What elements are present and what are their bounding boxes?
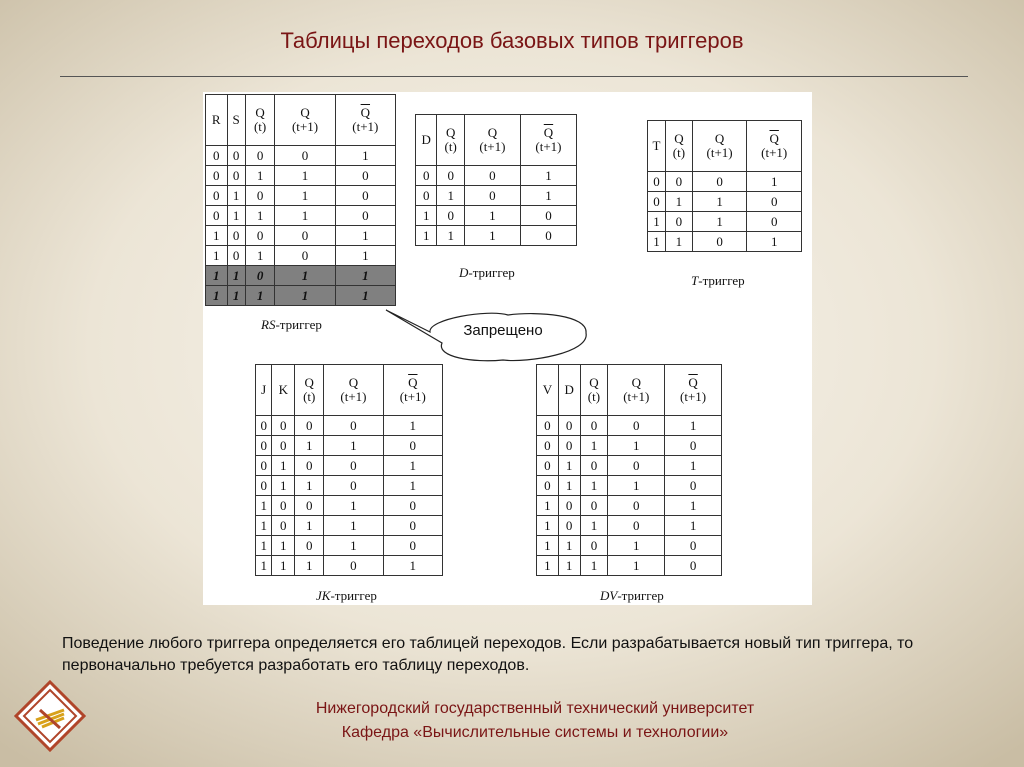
rs-header-3: Q (t+1) — [275, 95, 335, 146]
dv-cell: 0 — [558, 496, 580, 516]
dv-cell: 0 — [665, 476, 722, 496]
t-trigger-table — [647, 120, 802, 252]
d-cell: 1 — [520, 166, 576, 186]
dv-cell: 1 — [537, 496, 559, 516]
rs-header-1: S — [227, 95, 245, 146]
dv-trigger-caption: DV-триггер — [600, 588, 664, 603]
rs-cell: 0 — [227, 166, 245, 186]
footer-department: Кафедра «Вычислительные системы и технологии» — [341, 724, 729, 741]
rs-cell: 0 — [227, 146, 245, 166]
jk-header-3: Q (t+1) — [324, 365, 383, 416]
jk-cell: 1 — [256, 496, 272, 516]
rs-cell: 1 — [335, 286, 395, 306]
dv-cell: 1 — [665, 496, 722, 516]
d-cell: 0 — [464, 166, 520, 186]
t-cell: 0 — [747, 212, 802, 232]
forbidden-label: Запрещено — [463, 322, 543, 339]
jk-cell: 1 — [383, 416, 442, 436]
dv-table-row — [537, 476, 722, 496]
rs-cell: 1 — [227, 286, 245, 306]
rs-cell: 0 — [206, 186, 228, 206]
dv-cell: 1 — [537, 516, 559, 536]
rs-cell: 0 — [206, 146, 228, 166]
rs-cell: 1 — [206, 266, 228, 286]
dv-cell: 0 — [665, 536, 722, 556]
jk-cell: 1 — [256, 516, 272, 536]
jk-cell: 1 — [295, 516, 324, 536]
dv-cell: 1 — [558, 536, 580, 556]
rs-header-4: $\overline{Q}$ (t+1) — [335, 95, 395, 146]
t-table-row — [648, 192, 802, 212]
rs-cell: 0 — [275, 226, 335, 246]
t-cell: 0 — [692, 172, 747, 192]
d-cell: 1 — [520, 186, 576, 206]
rs-header-2: Q (t) — [245, 95, 275, 146]
rs-cell: 1 — [245, 166, 275, 186]
t-cell: 0 — [666, 172, 693, 192]
slide-title: Таблицы переходов базовых типов триггеров — [280, 28, 744, 53]
dv-cell: 1 — [665, 416, 722, 436]
rs-header-0: R — [206, 95, 228, 146]
title-divider — [60, 76, 968, 77]
t-header-3: $\overline{Q}$ (t+1) — [747, 121, 802, 172]
rs-cell: 1 — [275, 186, 335, 206]
dv-cell: 0 — [665, 556, 722, 576]
rs-table-row — [206, 246, 396, 266]
t-table-row — [648, 232, 802, 252]
dv-header-4: $\overline{Q}$ (t+1) — [665, 365, 722, 416]
dv-cell: 1 — [580, 556, 608, 576]
dv-cell: 1 — [608, 436, 665, 456]
jk-cell: 0 — [324, 476, 383, 496]
d-header-2: Q (t+1) — [464, 115, 520, 166]
jk-cell: 1 — [324, 496, 383, 516]
rs-table-row — [206, 186, 396, 206]
jk-cell: 0 — [295, 416, 324, 436]
d-cell: 1 — [416, 226, 437, 246]
jk-cell: 1 — [256, 556, 272, 576]
dv-table-row — [537, 536, 722, 556]
jk-cell: 1 — [383, 556, 442, 576]
jk-cell: 1 — [272, 456, 295, 476]
dv-cell: 1 — [580, 476, 608, 496]
d-cell: 0 — [437, 166, 464, 186]
jk-cell: 1 — [256, 536, 272, 556]
dv-cell: 0 — [558, 436, 580, 456]
jk-table-row — [256, 416, 443, 436]
rs-cell: 1 — [275, 286, 335, 306]
dv-table-row — [537, 436, 722, 456]
t-header-1: Q (t) — [666, 121, 693, 172]
jk-cell: 1 — [272, 536, 295, 556]
rs-cell: 1 — [206, 286, 228, 306]
jk-cell: 0 — [383, 536, 442, 556]
dv-cell: 0 — [537, 436, 559, 456]
jk-cell: 1 — [324, 516, 383, 536]
jk-cell: 0 — [272, 416, 295, 436]
jk-table-row — [256, 476, 443, 496]
jk-cell: 1 — [324, 436, 383, 456]
university-logo-icon — [14, 680, 86, 752]
jk-table-row — [256, 556, 443, 576]
rs-cell: 1 — [227, 206, 245, 226]
rs-cell: 0 — [206, 166, 228, 186]
rs-cell: 0 — [227, 246, 245, 266]
t-table-row — [648, 212, 802, 232]
dv-cell: 1 — [608, 556, 665, 576]
dv-table-row — [537, 556, 722, 576]
dv-table-row — [537, 496, 722, 516]
dv-cell: 1 — [608, 476, 665, 496]
d-header-3: $\overline{Q}$ (t+1) — [520, 115, 576, 166]
rs-cell: 0 — [245, 186, 275, 206]
rs-cell: 0 — [227, 226, 245, 246]
d-table-row — [416, 206, 577, 226]
rs-cell: 1 — [245, 246, 275, 266]
dv-cell: 0 — [537, 476, 559, 496]
d-cell: 0 — [416, 186, 437, 206]
jk-trigger-caption: JK-триггер — [316, 588, 377, 603]
t-cell: 1 — [648, 232, 666, 252]
jk-cell: 1 — [383, 456, 442, 476]
jk-cell: 0 — [295, 536, 324, 556]
t-cell: 0 — [666, 212, 693, 232]
rs-cell: 1 — [335, 266, 395, 286]
dv-cell: 0 — [537, 456, 559, 476]
t-cell: 1 — [692, 192, 747, 212]
rs-trigger-caption: RS-триггер — [261, 317, 322, 332]
t-trigger-caption: T-триггер — [691, 273, 745, 288]
dv-cell: 1 — [558, 556, 580, 576]
jk-cell: 0 — [324, 556, 383, 576]
jk-cell: 0 — [272, 516, 295, 536]
d-cell: 0 — [520, 226, 576, 246]
rs-table-row — [206, 226, 396, 246]
rs-table-row — [206, 166, 396, 186]
dv-cell: 1 — [558, 476, 580, 496]
dv-cell: 0 — [558, 416, 580, 436]
rs-table-row — [206, 206, 396, 226]
jk-cell: 0 — [272, 496, 295, 516]
d-cell: 0 — [464, 186, 520, 206]
dv-cell: 0 — [580, 456, 608, 476]
d-cell: 0 — [416, 166, 437, 186]
dv-table-row — [537, 416, 722, 436]
t-cell: 1 — [666, 232, 693, 252]
dv-cell: 0 — [608, 496, 665, 516]
jk-header-1: K — [272, 365, 295, 416]
jk-cell: 1 — [272, 476, 295, 496]
rs-cell: 1 — [275, 166, 335, 186]
jk-cell: 0 — [272, 436, 295, 456]
jk-cell: 0 — [324, 456, 383, 476]
d-cell: 0 — [437, 206, 464, 226]
jk-cell: 1 — [383, 476, 442, 496]
jk-cell: 0 — [256, 436, 272, 456]
rs-cell: 1 — [335, 146, 395, 166]
t-cell: 1 — [648, 212, 666, 232]
t-cell: 1 — [666, 192, 693, 212]
t-header-0: T — [648, 121, 666, 172]
jk-table-row — [256, 496, 443, 516]
dv-cell: 0 — [580, 416, 608, 436]
dv-header-1: D — [558, 365, 580, 416]
body-paragraph: Поведение любого триггера определяется его таблицей переходов. Если разрабатывается новый тип триггера, то первоначально требуется разработать его таблицу переходов. — [62, 635, 914, 674]
dv-cell: 0 — [558, 516, 580, 536]
dv-cell: 1 — [558, 456, 580, 476]
forbidden-callout — [428, 313, 578, 349]
jk-cell: 0 — [256, 476, 272, 496]
d-cell: 1 — [464, 226, 520, 246]
dv-header-3: Q (t+1) — [608, 365, 665, 416]
jk-table-row — [256, 436, 443, 456]
rs-cell: 0 — [335, 206, 395, 226]
jk-cell: 0 — [383, 496, 442, 516]
rs-cell: 0 — [275, 246, 335, 266]
d-header-1: Q (t) — [437, 115, 464, 166]
d-cell: 1 — [437, 226, 464, 246]
jk-header-2: Q (t) — [295, 365, 324, 416]
dv-cell: 0 — [608, 416, 665, 436]
rs-cell: 0 — [245, 226, 275, 246]
dv-cell: 1 — [608, 536, 665, 556]
rs-cell: 1 — [206, 226, 228, 246]
jk-cell: 0 — [256, 416, 272, 436]
dv-cell: 1 — [665, 516, 722, 536]
t-cell: 0 — [692, 232, 747, 252]
d-cell: 0 — [520, 206, 576, 226]
dv-header-2: Q (t) — [580, 365, 608, 416]
dv-cell: 1 — [537, 536, 559, 556]
d-cell: 1 — [416, 206, 437, 226]
dv-cell: 1 — [580, 436, 608, 456]
d-table-row — [416, 166, 577, 186]
footer-university: Нижегородский государственный технический университет — [315, 700, 755, 717]
rs-cell: 1 — [275, 206, 335, 226]
t-cell: 1 — [747, 172, 802, 192]
d-trigger-table — [415, 114, 577, 246]
jk-cell: 0 — [324, 416, 383, 436]
rs-cell: 1 — [335, 226, 395, 246]
rs-cell: 1 — [245, 206, 275, 226]
dv-table-row — [537, 516, 722, 536]
jk-cell: 0 — [256, 456, 272, 476]
jk-table-row — [256, 536, 443, 556]
d-trigger-caption: D-триггер — [459, 265, 515, 280]
rs-cell: 1 — [335, 246, 395, 266]
jk-cell: 0 — [295, 496, 324, 516]
rs-cell: 1 — [245, 286, 275, 306]
jk-cell: 1 — [295, 476, 324, 496]
jk-table-row — [256, 456, 443, 476]
d-header-0: D — [416, 115, 437, 166]
d-table-row — [416, 186, 577, 206]
rs-cell: 0 — [245, 266, 275, 286]
t-cell: 0 — [648, 192, 666, 212]
rs-cell: 1 — [275, 266, 335, 286]
rs-cell: 0 — [335, 186, 395, 206]
dv-header-0: V — [537, 365, 559, 416]
dv-cell: 0 — [608, 516, 665, 536]
dv-cell: 0 — [608, 456, 665, 476]
t-cell: 1 — [747, 232, 802, 252]
callout-shape — [188, 283, 588, 403]
jk-cell: 1 — [272, 556, 295, 576]
dv-cell: 0 — [665, 436, 722, 456]
rs-cell: 0 — [245, 146, 275, 166]
rs-cell: 0 — [275, 146, 335, 166]
t-cell: 1 — [692, 212, 747, 232]
rs-cell: 0 — [335, 166, 395, 186]
jk-header-4: $\overline{Q}$ (t+1) — [383, 365, 442, 416]
rs-table-row — [206, 146, 396, 166]
d-cell: 1 — [464, 206, 520, 226]
jk-cell: 0 — [295, 456, 324, 476]
rs-cell: 1 — [206, 246, 228, 266]
jk-cell: 1 — [295, 556, 324, 576]
rs-cell: 1 — [227, 186, 245, 206]
t-cell: 0 — [648, 172, 666, 192]
dv-cell: 1 — [665, 456, 722, 476]
jk-header-0: J — [256, 365, 272, 416]
jk-table-row — [256, 516, 443, 536]
dv-cell: 1 — [580, 516, 608, 536]
rs-cell: 0 — [206, 206, 228, 226]
jk-cell: 0 — [383, 516, 442, 536]
jk-cell: 1 — [295, 436, 324, 456]
rs-trigger-table — [205, 94, 396, 306]
jk-cell: 0 — [383, 436, 442, 456]
t-header-2: Q (t+1) — [692, 121, 747, 172]
dv-cell: 0 — [580, 496, 608, 516]
dv-cell: 1 — [537, 556, 559, 576]
dv-cell: 0 — [537, 416, 559, 436]
rs-cell: 1 — [227, 266, 245, 286]
d-cell: 1 — [437, 186, 464, 206]
jk-cell: 1 — [324, 536, 383, 556]
dv-table-row — [537, 456, 722, 476]
t-cell: 0 — [747, 192, 802, 212]
d-table-row — [416, 226, 577, 246]
t-table-row — [648, 172, 802, 192]
dv-cell: 0 — [580, 536, 608, 556]
